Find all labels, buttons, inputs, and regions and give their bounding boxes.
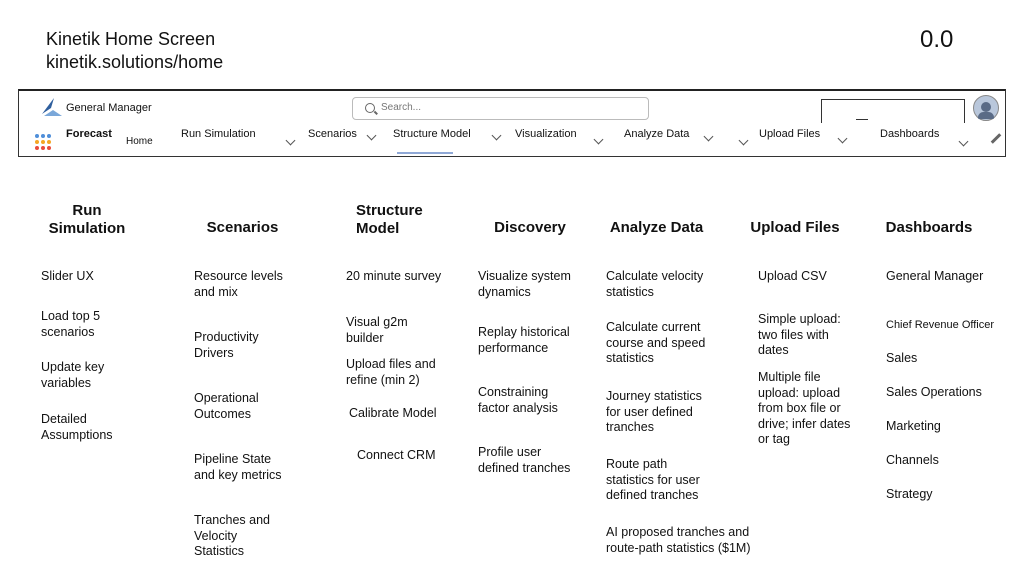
app-name: General Manager <box>66 102 152 114</box>
col-header-upload-files: Upload Files <box>750 219 840 236</box>
search-input[interactable] <box>379 101 633 114</box>
nav-dashboards[interactable]: Dashboards <box>880 128 940 140</box>
list-item: Sales <box>886 351 918 365</box>
waffle-dot <box>41 146 45 150</box>
list-item: Journey statistics for user defined tranches <box>606 389 702 434</box>
waffle-dot <box>35 134 39 138</box>
title-line-2: kinetik.solutions/home <box>46 52 224 72</box>
avatar[interactable] <box>973 95 999 121</box>
list-item: Calculate velocity statistics <box>606 269 704 299</box>
col-header-run-simulation: Run Simulation <box>48 202 126 237</box>
list-item: Upload files and refine (min 2) <box>346 357 436 387</box>
list-item: Visual g2m builder <box>346 315 408 345</box>
list-item: Load top 5 scenarios <box>41 309 101 339</box>
header-input-box[interactable] <box>821 99 965 123</box>
nav-run-simulation[interactable]: Run Simulation <box>181 128 256 140</box>
nav-structure-model[interactable]: Structure Model <box>393 128 471 140</box>
list-item: Slider UX <box>41 269 94 283</box>
list-item: Channels <box>886 453 939 467</box>
list-item: 20 minute survey <box>346 269 442 283</box>
list-item: Constraining factor analysis <box>478 385 558 415</box>
waffle-dot <box>35 146 39 150</box>
list-item: Pipeline State and key metrics <box>194 452 282 482</box>
nav-scenarios[interactable]: Scenarios <box>308 128 357 140</box>
nav-upload-files[interactable]: Upload Files <box>759 128 821 140</box>
list-item: Strategy <box>886 487 933 501</box>
list-item: Chief Revenue Officer <box>886 319 995 331</box>
col-header-scenarios: Scenarios <box>206 219 279 236</box>
list-item: Detailed Assumptions <box>41 412 113 442</box>
list-item: Visualize system dynamics <box>478 269 571 299</box>
list-item: Route path statistics for user defined tranches <box>606 457 700 502</box>
nav-visualization[interactable]: Visualization <box>515 128 577 140</box>
app-logo-icon <box>40 96 64 118</box>
search-box[interactable] <box>352 97 649 120</box>
waffle-dot <box>41 134 45 138</box>
title-line-1: Kinetik Home Screen <box>46 29 216 49</box>
app-launcher-icon[interactable] <box>35 134 51 150</box>
list-item: Profile user defined tranches <box>478 445 571 475</box>
list-item: Marketing <box>886 419 941 433</box>
list-item: Productivity Drivers <box>194 330 259 360</box>
list-item: Replay historical performance <box>478 325 570 355</box>
list-item: Resource levels and mix <box>194 269 283 299</box>
waffle-dot <box>47 134 51 138</box>
header-input-dash <box>856 119 868 120</box>
list-item: Upload CSV <box>758 269 827 283</box>
list-item: Calibrate Model <box>349 406 437 420</box>
waffle-dot <box>47 140 51 144</box>
list-item: Calculate current course and speed statistics <box>606 320 706 365</box>
col-header-structure-model: Structure Model <box>356 202 423 237</box>
list-item: Connect CRM <box>357 448 436 462</box>
nav-analyze-data[interactable]: Analyze Data <box>624 128 690 140</box>
col-header-dashboards: Dashboards <box>885 219 973 236</box>
version-label: 0.0 <box>920 26 954 53</box>
nav-home[interactable]: Home <box>126 136 153 147</box>
waffle-dot <box>47 146 51 150</box>
list-item: Simple upload: two files with dates <box>758 312 841 357</box>
waffle-dot <box>41 140 45 144</box>
list-item: Tranches and Velocity Statistics <box>194 513 270 558</box>
list-item: Operational Outcomes <box>194 391 259 421</box>
list-item: General Manager <box>886 269 984 283</box>
list-item: AI proposed tranches and route-path statistics ($1M) <box>606 525 751 555</box>
list-item: Sales Operations <box>886 385 982 399</box>
col-header-discovery: Discovery <box>494 219 566 236</box>
waffle-dot <box>35 140 39 144</box>
active-tab-indicator <box>397 152 453 154</box>
col-header-analyze-data: Analyze Data <box>609 219 704 236</box>
page-title <box>46 28 223 74</box>
nav-forecast[interactable]: Forecast <box>66 128 112 140</box>
list-item: Update key variables <box>41 360 105 390</box>
list-item: Multiple file upload: upload from box file or drive; infer dates or tag <box>758 370 851 446</box>
search-icon <box>365 103 375 113</box>
